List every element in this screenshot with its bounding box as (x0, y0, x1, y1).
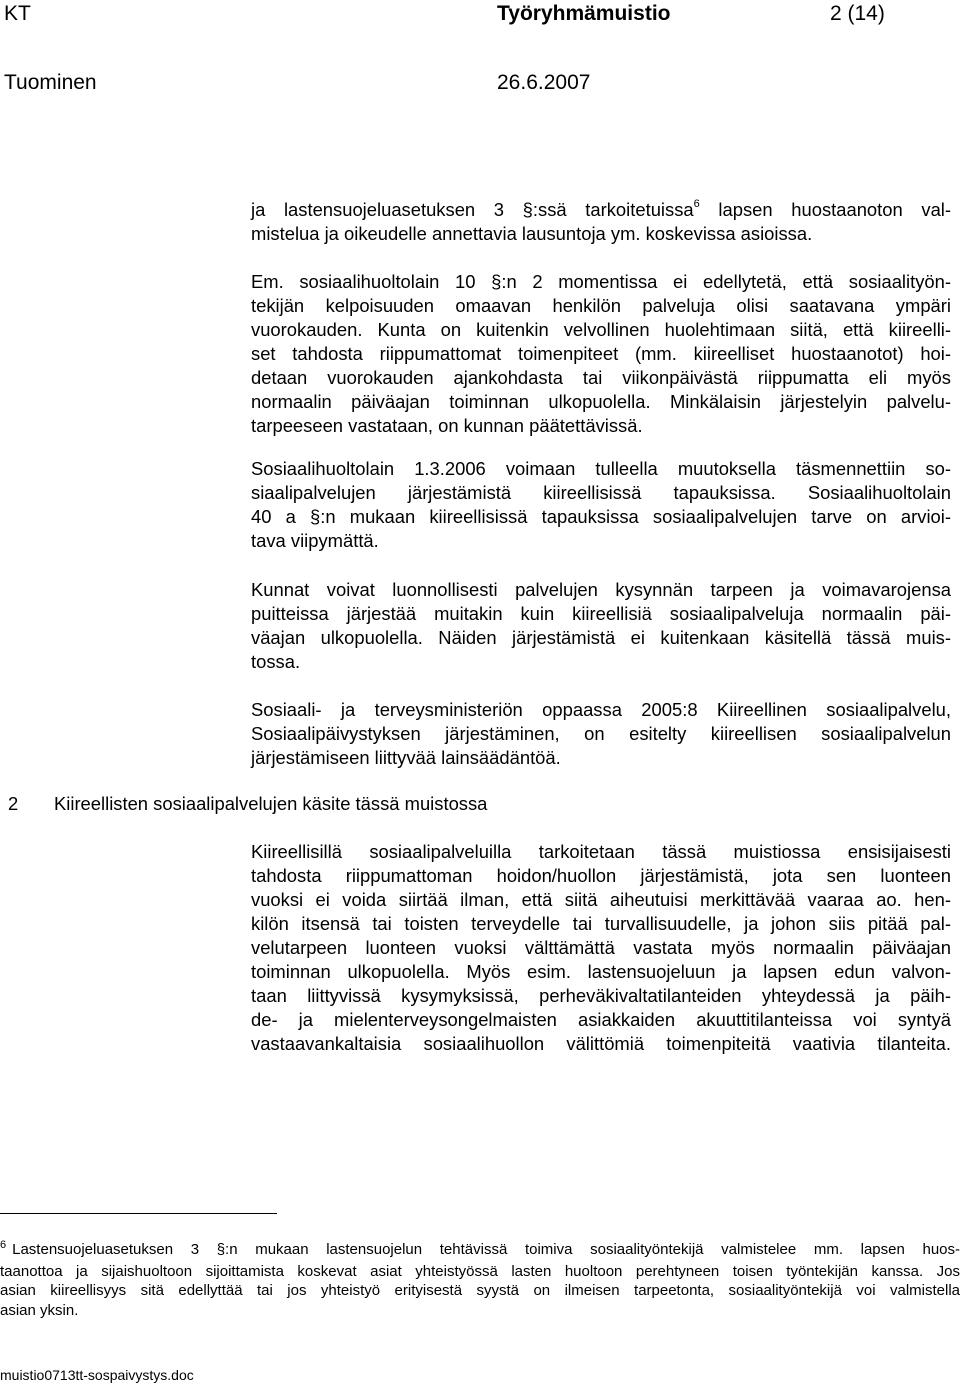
paragraph-6-line: toiminnan ulkopuolella. Myös esim. lastensuojeluun ja lapsen edun valvon- (251, 961, 951, 982)
paragraph-6-line: kilön itsensä tai toisten terveydelle tai turvallisuudelle, ja johon siis pitää pal- (251, 913, 951, 934)
section-title: Kiireellisten sosiaalipalvelujen käsite tässä muistossa (54, 793, 488, 814)
document-title: Työryhmämuistio (497, 2, 671, 25)
footnote-mark: 6 (0, 1239, 7, 1251)
paragraph-2-line: set tahdosta riippumattomat toimenpiteet (mm. kiireelliset huostaanotot) hoi- (251, 343, 951, 364)
paragraph-6 (251, 840, 951, 1056)
paragraph-2 (251, 270, 951, 438)
paragraph-4-line: puitteissa järjestää muitakin kuin kiireellisiä sosiaalipalveluja normaalin päi- (251, 603, 951, 624)
paragraph-3-line: tava viipymättä. (251, 530, 379, 551)
paragraph-2-line: Em. sosiaalihuoltolain 10 §:n 2 momentissa ei edellytetä, että sosiaalityön- (251, 271, 951, 292)
paragraph-1 (251, 198, 951, 246)
paragraph-4-line: tossa. (251, 651, 301, 672)
paragraph-4 (251, 578, 951, 674)
footnote-separator (0, 1213, 277, 1214)
paragraph-2-line: vuorokauden. Kunta on kuitenkin velvollinen huolehtimaan siitä, että kiireelli- (251, 319, 951, 340)
footnote-reference: 6 (693, 197, 700, 210)
page-number: 2 (14) (830, 2, 885, 25)
paragraph-3-line: siaalipalvelujen järjestämistä kiireellisissä tapauksissa. Sosiaalihuoltolain (251, 482, 951, 503)
paragraph-1-line-2: mistelua ja oikeudelle annettavia lausuntoja ym. koskevissa asioissa. (251, 223, 813, 244)
footnote-line-3: asian kiireellisyys sitä edellyttää tai jos yhteistyö erityisestä syystä on ilmeisen tarpeetonta, sosiaalityöntekijä voi valmistella (0, 1282, 960, 1299)
paragraph-2-line: normaalin päiväajan toiminnan ulkopuolella. Minkälaisin järjestelyin palvelu- (251, 391, 951, 412)
header-date: 26.6.2007 (497, 71, 591, 94)
paragraph-6-line: vastaavankaltaisia sosiaalihuollon välittömiä toimenpiteitä vaativia tilanteita. (251, 1033, 951, 1054)
paragraph-6-line: tahdosta riippumattoman hoidon/huollon järjestämistä, jota sen luonteen (251, 865, 951, 886)
paragraph-6-line: Kiireellisillä sosiaalipalveluilla tarkoitetaan tässä muistiossa ensisijaisesti (251, 841, 951, 862)
paragraph-6-line: vuoksi ei voida siirtää ilman, että siitä aiheutuisi merkittävää vaaraa ao. hen- (251, 889, 951, 910)
footnote-line-4: asian yksin. (0, 1301, 79, 1319)
paragraph-3 (251, 457, 951, 553)
paragraph-4-line: Kunnat voivat luonnollisesti palvelujen kysynnän tarpeen ja voimavarojensa (251, 579, 951, 600)
section-number: 2 (8, 793, 19, 814)
paragraph-3-line: 40 a §:n mukaan kiireellisissä tapauksissa sosiaalipalvelujen tarve on arvioi- (251, 506, 951, 527)
paragraph-2-line: tekijän kelpoisuuden omaavan henkilön palveluja olisi saatavana ympäri (251, 295, 951, 316)
header-author: Tuominen (4, 71, 97, 94)
paragraph-5-line: Sosiaalipäivystyksen järjestäminen, on esitelty kiireellisen sosiaalipalvelun (251, 723, 951, 744)
paragraph-5 (251, 698, 951, 770)
paragraph-2-line: detaan vuorokauden ajankohdasta tai viikonpäivästä riippumatta eli myös (251, 367, 951, 388)
paragraph-5-line: järjestämiseen liittyvää lainsäädäntöä. (251, 747, 561, 768)
paragraph-1-line-1: ja lastensuojeluasetuksen 3 §:ssä tarkoitetuissa$^6$ lapsen huostaanoton val- (251, 197, 952, 220)
footnote-line-1: $^6$ Lastensuojeluasetuksen 3 §:n mukaan lastensuojelun tehtävissä toimiva sosiaalityöntekijä valmistelee mm. lapsen huos- (0, 1239, 960, 1258)
paragraph-5-line: Sosiaali- ja terveysministeriön oppaassa 2005:8 Kiireellinen sosiaalipalvelu, (251, 699, 951, 720)
footnote-line-2: taanottoa ja sijaishuoltoon sijoittamista koskevat asiat yhteistyössä lasten huoltoon perehtyneen toisen työntekijän kanssa. Jos (0, 1262, 960, 1280)
paragraph-6-line: de- ja mielenterveysongelmaisten asiakkaiden akuuttitilanteissa voi syntyä (251, 1009, 951, 1030)
file-name: muistio0713tt-sospaivystys.doc (0, 1367, 194, 1383)
header-org: KT (4, 2, 31, 25)
paragraph-2-line: tarpeeseen vastataan, on kunnan päätettävissä. (251, 415, 643, 436)
paragraph-3-line: Sosiaalihuoltolain 1.3.2006 voimaan tulleella muutoksella täsmennettiin so- (251, 458, 951, 479)
footnote (0, 1240, 960, 1320)
paragraph-6-line: velutarpeen luonteen vuoksi välttämättä vastata myös normaalin päiväajan (251, 937, 951, 958)
section-heading (8, 792, 487, 816)
paragraph-6-line: taan liittyvissä kysymyksissä, perheväkivaltatilanteiden yhteydessä ja päih- (251, 985, 951, 1006)
paragraph-4-line: väajan ulkopuolella. Näiden järjestämistä ei kuitenkaan käsitellä tässä muis- (251, 627, 951, 648)
